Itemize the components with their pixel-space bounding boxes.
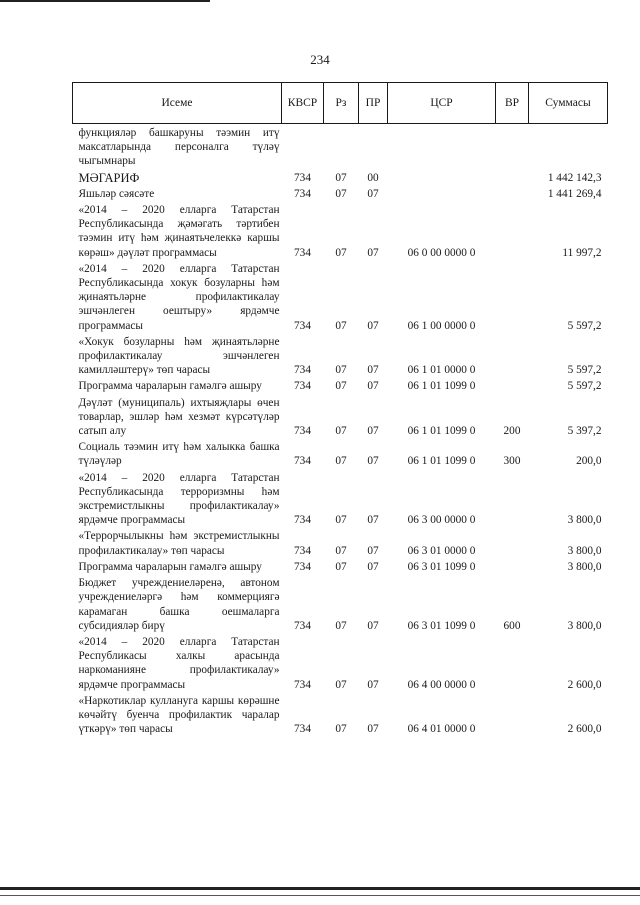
scan-edge-bottom-thin: [0, 895, 640, 896]
cell-name: Яшьләр сәясәте: [78, 187, 155, 200]
cell-rz: 07: [335, 187, 347, 200]
cell-kvsr: 734: [294, 380, 311, 393]
cell-vr: 200: [503, 425, 521, 438]
cell-kvsr: 734: [294, 544, 311, 557]
header-pr: ПР: [359, 83, 388, 124]
cell-kvsr: 734: [294, 425, 311, 438]
cell-sum: 11 997,2: [562, 246, 602, 259]
cell-sum: 3 800,0: [567, 514, 602, 527]
cell-csr: 06 4 00 0000 0: [407, 678, 476, 691]
cell-rz: 07: [335, 364, 347, 377]
cell-kvsr: 734: [294, 514, 311, 527]
header-vr: ВР: [496, 83, 529, 124]
cell-rz: 07: [335, 514, 347, 527]
cell-csr: 06 0 00 0000 0: [407, 246, 476, 259]
cell-vr: [496, 124, 529, 170]
table-row: [73, 186, 608, 202]
cell-vr: [496, 634, 529, 693]
table-row: [73, 202, 608, 261]
header-rz: Рз: [324, 83, 359, 124]
cell-sum: 5 597,2: [567, 364, 602, 377]
table-row: [73, 528, 608, 558]
cell-rz: 07: [335, 619, 347, 632]
cell-rz: 07: [335, 425, 347, 438]
cell-pr: 07: [367, 560, 379, 573]
cell-name: «Хокук бозуларны һәм җинаятьләрне профилактикалау эшчәнлеген камилләштерү» төп чарасы: [78, 335, 280, 377]
cell-name: Программа чараларын гамәлгә ашыру: [78, 560, 262, 573]
cell-kvsr: 734: [294, 364, 311, 377]
cell-name: «Террорчылыкны һәм экстремистлыкны профилактикалау» төп чарасы: [78, 530, 280, 557]
cell-kvsr: 734: [294, 678, 311, 691]
cell-csr: [388, 170, 496, 186]
cell-vr: [496, 202, 529, 261]
table-row: [73, 378, 608, 394]
budget-table: [72, 82, 608, 737]
cell-kvsr: 734: [294, 187, 311, 200]
cell-name: МӘГАРИФ: [78, 170, 140, 185]
cell-name: Дәүләт (муниципаль) ихтыяҗлары өчен товарлар, эшләр һәм хезмәт күрсәтүләр сатып алу: [78, 396, 280, 438]
table-row: [73, 334, 608, 379]
cell-csr: [388, 124, 496, 170]
cell-rz: [324, 124, 359, 170]
cell-vr: 600: [503, 619, 521, 632]
cell-csr: 06 3 00 0000 0: [407, 514, 476, 527]
cell-pr: 07: [367, 246, 379, 259]
cell-csr: 06 3 01 0000 0: [407, 544, 476, 557]
cell-rz: 07: [335, 171, 347, 184]
cell-csr: 06 1 00 0000 0: [407, 319, 476, 332]
cell-name: Программа чараларын гамәлгә ашыру: [78, 380, 262, 393]
cell-rz: 07: [335, 560, 347, 573]
cell-sum: 200,0: [576, 455, 602, 468]
cell-sum: [529, 124, 608, 170]
cell-kvsr: 734: [294, 619, 311, 632]
cell-kvsr: 734: [294, 246, 311, 259]
cell-sum: 3 800,0: [567, 560, 602, 573]
cell-sum: 2 600,0: [567, 723, 602, 736]
cell-vr: [496, 170, 529, 186]
cell-vr: [496, 378, 529, 394]
cell-csr: [388, 186, 496, 202]
table-row: [73, 575, 608, 634]
cell-sum: 5 397,2: [567, 425, 602, 438]
cell-pr: 07: [367, 319, 379, 332]
cell-vr: 300: [503, 455, 521, 468]
cell-pr: [359, 124, 388, 170]
cell-csr: 06 1 01 0000 0: [407, 364, 476, 377]
cell-pr: 07: [367, 514, 379, 527]
cell-kvsr: 734: [294, 455, 311, 468]
table-row: [73, 261, 608, 334]
cell-rz: 07: [335, 246, 347, 259]
cell-rz: 07: [335, 544, 347, 557]
cell-sum: 3 800,0: [567, 619, 602, 632]
cell-pr: 07: [367, 380, 379, 393]
cell-vr: [496, 261, 529, 334]
cell-csr: 06 4 01 0000 0: [407, 723, 476, 736]
cell-csr: 06 1 01 1099 0: [407, 380, 476, 393]
cell-name: «2014 – 2020 елларга Татарстан Республикасы халкы арасында наркоманияне профилактикалау» ярдәмче программасы: [78, 635, 280, 691]
cell-pr: 07: [367, 187, 379, 200]
cell-name: Бюджет учреждениеләренә, автоном учреждениеләргә һәм коммерциягә карамаган башка оешмаларга субсидияләр бирү: [78, 577, 280, 632]
cell-name: «2014 – 2020 елларга Татарстан Республикасында терроризмны һәм экстремистлыкны профилактикалау» ярдәмче программасы: [78, 471, 280, 527]
cell-rz: 07: [335, 319, 347, 332]
cell-kvsr: 734: [294, 171, 311, 184]
cell-pr: 07: [367, 364, 379, 377]
cell-name: «Наркотиклар куллануга каршы көрәшне көчәйтү буенча профилактик чаралар үткәрү» төп чарасы: [78, 694, 280, 736]
cell-rz: 07: [335, 380, 347, 393]
cell-sum: 2 600,0: [567, 678, 602, 691]
cell-vr: [496, 528, 529, 558]
cell-rz: 07: [335, 723, 347, 736]
cell-rz: 07: [335, 455, 347, 468]
cell-sum: 3 800,0: [567, 544, 602, 557]
cell-kvsr: 734: [294, 560, 311, 573]
cell-pr: 07: [367, 619, 379, 632]
cell-rz: 07: [335, 678, 347, 691]
scan-edge-bottom: [0, 887, 640, 890]
cell-name: «2014 – 2020 елларга Татарстан Республикасында җәмәгать тәртибен тәэмин итү һәм җинаятьчелеккә каршы көрәш» дәүләт программасы: [78, 204, 280, 259]
cell-name: функцияләр башкаруны тәэмин итү максатларында персоналга түләү чыгымнары: [78, 127, 280, 168]
cell-sum: 5 597,2: [567, 319, 602, 332]
cell-pr: 00: [367, 171, 379, 184]
table-row: [73, 693, 608, 738]
table-row: [73, 170, 608, 186]
header-name: Исеме: [73, 83, 282, 124]
cell-vr: [496, 559, 529, 575]
cell-csr: 06 3 01 1099 0: [407, 560, 476, 573]
table-row: [73, 559, 608, 575]
cell-vr: [496, 693, 529, 738]
cell-kvsr: [282, 124, 324, 170]
cell-pr: 07: [367, 678, 379, 691]
header-kvsr: КВСР: [282, 83, 324, 124]
page-number: 234: [310, 52, 330, 67]
header-sum: Суммасы: [529, 83, 608, 124]
header-csr: ЦСР: [388, 83, 496, 124]
cell-vr: [496, 470, 529, 529]
table-header-row: [73, 83, 608, 124]
cell-pr: 07: [367, 544, 379, 557]
cell-csr: 06 3 01 1099 0: [407, 619, 476, 632]
cell-name: Социаль тәэмин итү һәм халыкка башка түләүләр: [78, 441, 280, 468]
cell-kvsr: 734: [294, 723, 311, 736]
table-row: [73, 470, 608, 529]
cell-csr: 06 1 01 1099 0: [407, 455, 476, 468]
cell-kvsr: 734: [294, 319, 311, 332]
cell-pr: 07: [367, 425, 379, 438]
cell-csr: 06 1 01 1099 0: [407, 425, 476, 438]
cell-name: «2014 – 2020 елларга Татарстан Республикасында хокук бозуларны һәм җинаятьләрне профилактикалау эшчәнлеген оештыру» ярдәмче программасы: [78, 262, 280, 332]
table-row: [73, 124, 608, 170]
table-row: [73, 634, 608, 693]
cell-sum: 1 442 142,3: [547, 171, 602, 184]
cell-sum: 1 441 269,4: [547, 187, 602, 200]
table-row: [73, 439, 608, 469]
table-row: [73, 395, 608, 440]
cell-pr: 07: [367, 455, 379, 468]
cell-sum: 5 597,2: [567, 380, 602, 393]
cell-pr: 07: [367, 723, 379, 736]
cell-vr: [496, 186, 529, 202]
cell-vr: [496, 334, 529, 379]
scan-edge-top: [0, 0, 210, 2]
